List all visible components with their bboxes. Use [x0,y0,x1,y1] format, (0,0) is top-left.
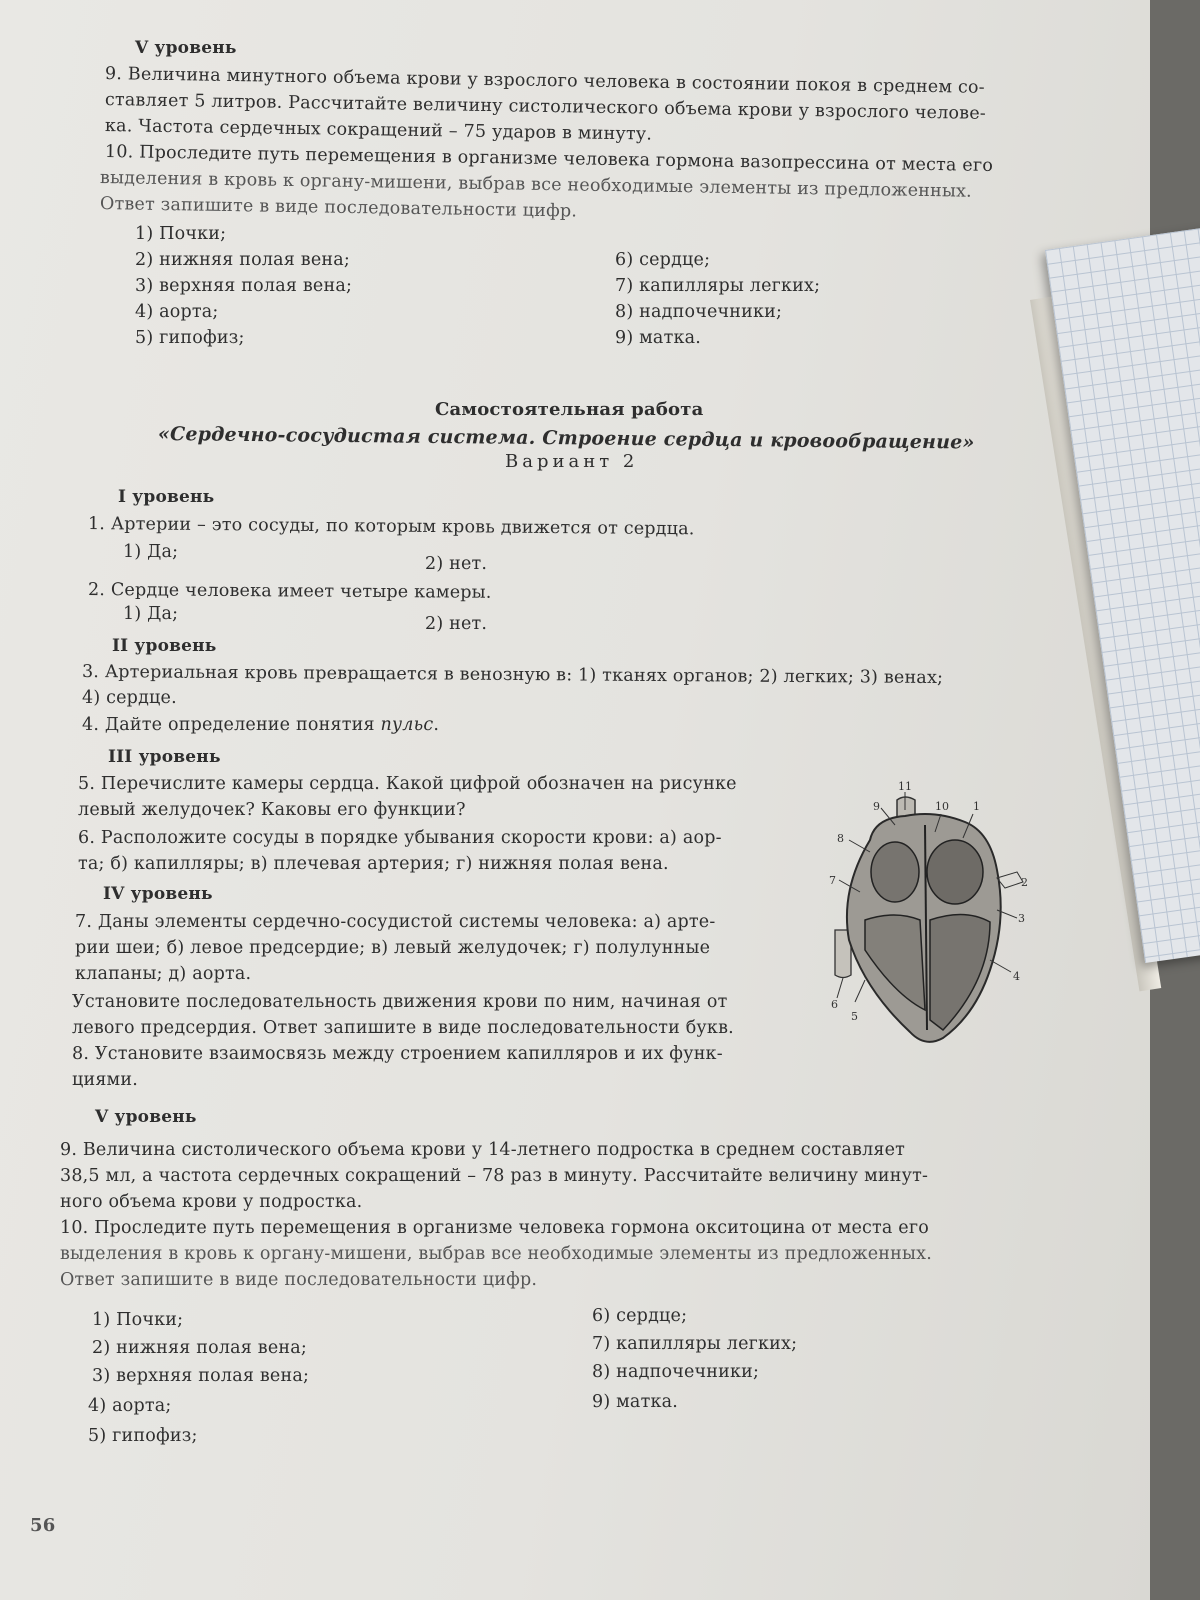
q4-suffix: . [433,715,440,735]
q1-option-a: 1) Да; [123,542,179,562]
q4-term: пульс [380,715,434,735]
bottom-option: 1) Почки; [92,1310,184,1330]
q7-line-1: 7. Даны элементы сердечно-сосудистой системы человека: а) арте- [75,912,716,932]
top-q9-line-2: ставляет 5 литров. Рассчитайте величину систолического объема крови у взрослого челове- [104,90,987,124]
leader-line-5 [855,980,865,1002]
top-q9-line-1: 9. Величина минутного объема крови у взрослого человека в состоянии покоя в среднем со- [104,64,985,98]
leader-line-2 [997,872,1023,888]
level-2-heading: II уровень [112,636,217,656]
bottom-option: 9) матка. [592,1392,678,1412]
top-option: 9) матка. [615,328,701,348]
q5-line-2: левый желудочек? Каковы его функции? [78,800,466,820]
q1-text: 1. Артерии – это сосуды, по которым кровь движется от сердца. [87,514,695,540]
fig-label-3: 3 [1018,912,1025,925]
q9-line-3: ного объема крови у подростка. [60,1192,363,1212]
leader-line-6 [837,978,843,998]
heart-diagram-svg [825,780,1050,1050]
q3-line-1: 3. Артериальная кровь превращается в венозную в: 1) тканях органов; 2) легких; 3) венах; [81,662,944,689]
top-option: 3) верхняя полая вена; [135,276,353,296]
q2-option-a: 1) Да; [123,604,179,624]
q7-line-4: Установите последовательность движения крови по ним, начиная от [72,992,728,1012]
level-4-heading: IV уровень [103,884,213,904]
q7-line-2: рии шеи; б) левое предсердие; в) левый желудочек; г) полулунные [75,938,711,958]
q1-option-b: 2) нет. [425,554,488,574]
top-q10-line-1: 10. Проследите путь перемещения в организме человека гормона вазопрессина от места его [104,142,994,176]
bottom-option: 3) верхняя полая вена; [92,1366,310,1386]
fig-label-2: 2 [1021,876,1028,889]
page-number: 56 [30,1515,56,1536]
q8-line-1: 8. Установите взаимосвязь между строением капилляров и их функ- [72,1044,723,1064]
q4-prefix: 4. Дайте определение понятия [82,715,381,735]
top-level-heading: V уровень [135,38,237,58]
fig-label-1: 1 [973,800,980,813]
variant-label: Вариант 2 [505,451,639,472]
q6-line-2: та; б) капилляры; в) плечевая артерия; г) нижняя полая вена. [78,854,669,874]
level-3-heading: III уровень [108,747,221,767]
leader-line-4 [990,960,1011,972]
top-option: 2) нижняя полая вена; [135,250,351,270]
q10-line-2: выделения в кровь к органу-мишени, выбрав все необходимые элементы из предложенных. [60,1244,932,1264]
q2-option-b: 2) нет. [425,614,488,634]
fig-label-6: 6 [831,998,838,1011]
fig-label-4: 4 [1013,970,1020,983]
fig-label-9: 9 [873,800,880,813]
fig-label-8: 8 [837,832,844,845]
bottom-option: 6) сердце; [592,1306,688,1326]
fig-label-11: 11 [898,780,912,793]
q9-line-2: 38,5 мл, а частота сердечных сокращений – 78 раз в минуту. Рассчитайте величину минут- [60,1166,929,1186]
q3-line-2: 4) сердце. [82,688,177,708]
fig-label-5: 5 [851,1010,858,1023]
top-q9-line-3: ка. Частота сердечных сокращений – 75 ударов в минуту. [104,116,653,145]
top-q10-line-3: Ответ запишите в виде последовательности цифр. [99,194,578,222]
top-option: 6) сердце; [615,250,711,270]
bottom-option: 2) нижняя полая вена; [92,1338,308,1358]
q6-line-1: 6. Расположите сосуды в порядке убывания скорости крови: а) аор- [78,828,722,848]
level-1-heading: I уровень [118,487,215,507]
fig-label-10: 10 [935,800,949,813]
work-title: Самостоятельная работа [435,399,704,420]
bottom-option: 5) гипофиз; [88,1426,198,1446]
q7-line-3: клапаны; д) аорта. [75,964,252,984]
q10-line-1: 10. Проследите путь перемещения в организме человека гормона окситоцина от места его [60,1218,929,1238]
top-option: 5) гипофиз; [135,328,245,348]
q7-line-5: левого предсердия. Ответ запишите в виде последовательности букв. [72,1018,734,1038]
top-option: 8) надпочечники; [615,302,783,322]
bottom-option: 7) капилляры легких; [592,1334,798,1354]
top-option: 7) капилляры легких; [615,276,821,296]
q4-text [82,713,439,737]
top-q10-line-2: выделения в кровь к органу-мишени, выбрав все необходимые элементы из предложенных. [99,168,973,202]
q2-text: 2. Сердце человека имеет четыре камеры. [87,580,492,603]
q10-line-3: Ответ запишите в виде последовательности цифр. [60,1270,538,1290]
q8-line-2: циями. [72,1070,138,1090]
top-option: 4) аорта; [135,302,219,322]
q5-line-1: 5. Перечислите камеры сердца. Какой цифрой обозначен на рисунке [78,774,737,794]
left-atrium-shape [927,840,983,904]
fig-label-7: 7 [829,874,836,887]
bottom-option: 8) надпочечники; [592,1362,760,1382]
heart-diagram [825,780,1050,1050]
level-5-heading: V уровень [95,1107,197,1127]
bottom-option: 4) аорта; [88,1396,172,1416]
q9-line-1: 9. Величина систолического объема крови у 14-летнего подростка в среднем составляет [60,1140,906,1160]
work-subtitle: «Сердечно-сосудистая система. Строение сердца и кровообращение» [157,423,975,454]
top-option: 1) Почки; [135,224,227,244]
right-atrium-shape [871,842,919,902]
